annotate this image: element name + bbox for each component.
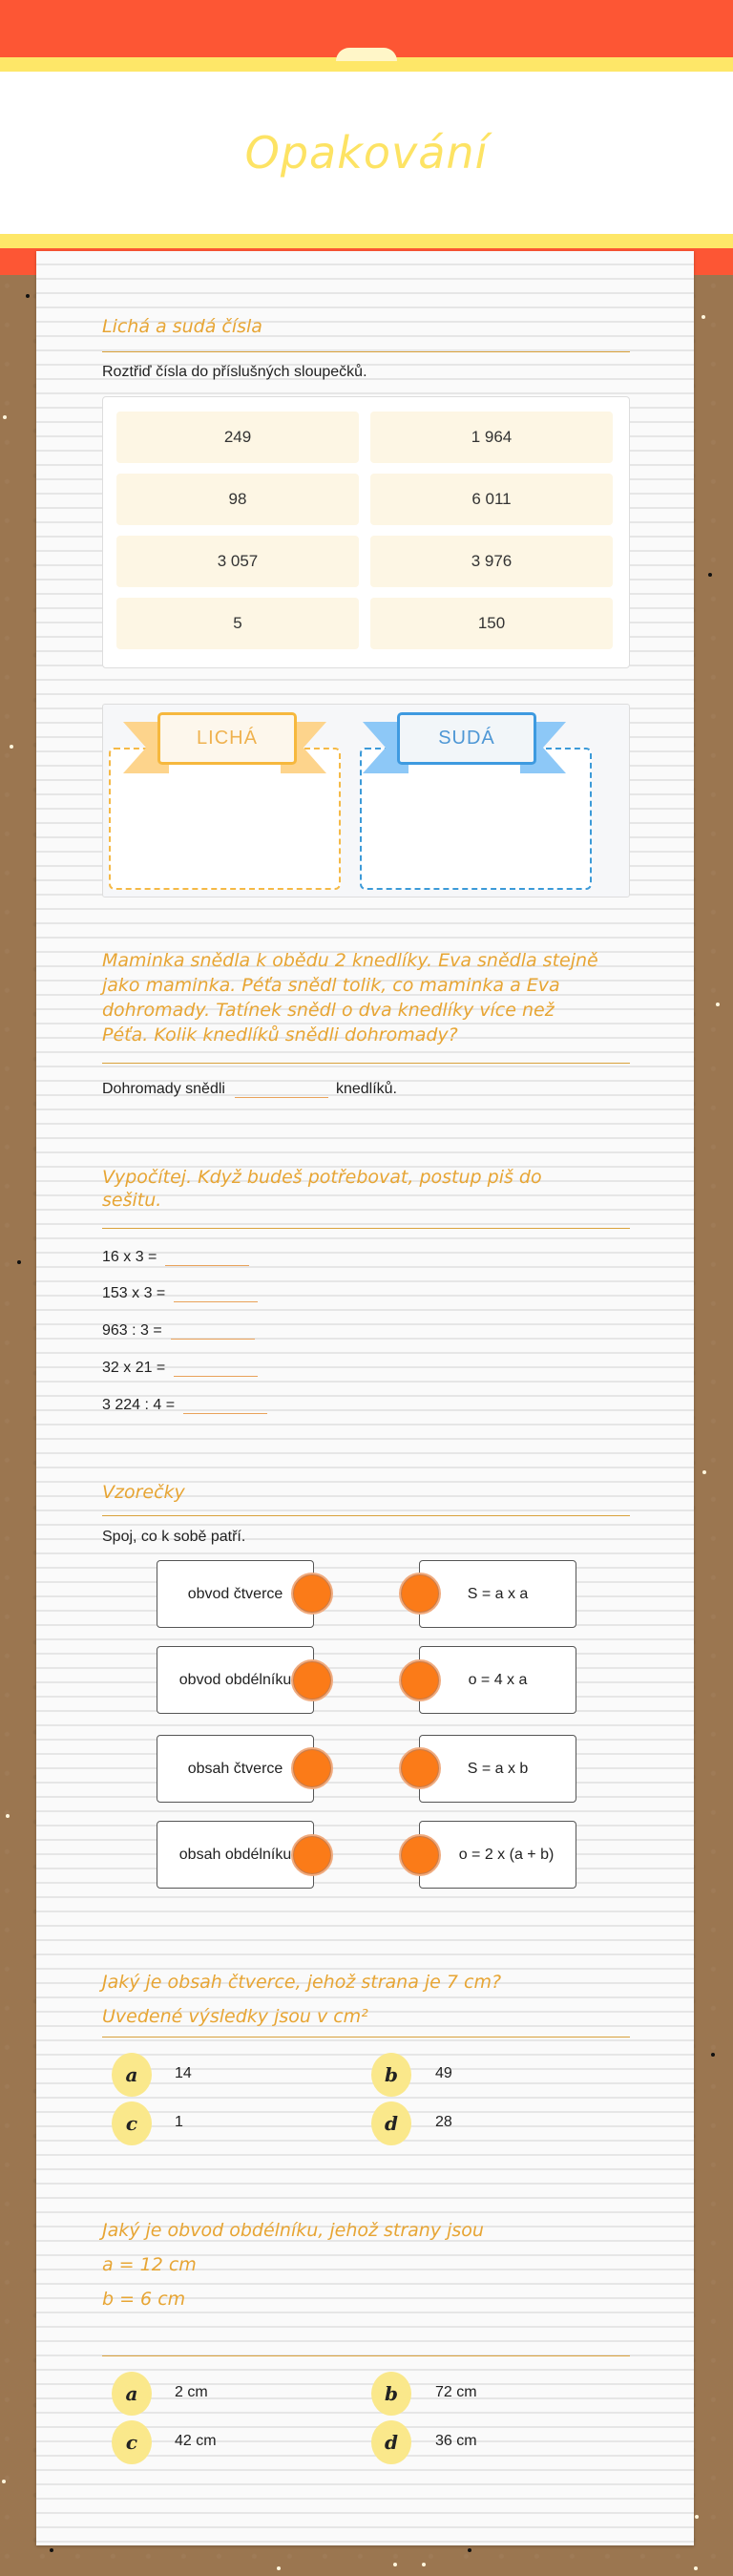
section-divider (102, 2037, 630, 2038)
problem-line: Maminka snědla k obědu 2 knedlíky. Eva snědla stejně (102, 950, 598, 971)
cork-dot (468, 2548, 471, 2552)
calc-answer-input[interactable] (174, 1277, 258, 1302)
formulas-instruction: Spoj, co k sobě patří. (102, 1529, 246, 1545)
draggable-number[interactable]: 150 (370, 598, 613, 649)
odd-bin-label: LICHÁ (157, 712, 297, 765)
sorting-bins (102, 704, 630, 897)
match-left-card[interactable]: obvod čtverce (157, 1560, 314, 1628)
answer-input[interactable] (235, 1073, 328, 1098)
draggable-number[interactable]: 98 (116, 474, 359, 525)
right-connector-dot[interactable] (399, 1834, 441, 1876)
left-connector-dot[interactable] (291, 1573, 333, 1615)
problem-line: Péťa. Kolik knedlíků snědli dohromady? (102, 1024, 458, 1045)
cork-dot (711, 2053, 715, 2057)
draggable-number[interactable]: 249 (116, 412, 359, 463)
option-text[interactable]: 36 cm (435, 2433, 477, 2449)
draggable-number[interactable]: 6 011 (370, 474, 613, 525)
calc-answer-input[interactable] (165, 1241, 249, 1266)
quiz1-header (102, 1965, 630, 2034)
problem-line: dohromady. Tatínek snědl o dva knedlíky více než (102, 1000, 555, 1021)
option-text[interactable]: 1 (175, 2114, 183, 2130)
cork-dot (702, 1470, 706, 1474)
cork-dot (694, 2566, 698, 2570)
page-title: Opakování (244, 127, 489, 179)
formulas-header (102, 1480, 630, 1505)
sort-section-header (102, 314, 630, 339)
cork-dot (695, 2515, 699, 2519)
option-badge-b[interactable]: b (371, 2372, 411, 2416)
option-badge-b[interactable]: b (371, 2053, 411, 2097)
section-divider (102, 1063, 630, 1064)
quiz-question-line: Jaký je obsah čtverce, jehož strana je 7 cm? (102, 1972, 502, 1993)
answer-prefix: Dohromady snědli (102, 1081, 225, 1097)
calc-row (102, 1389, 267, 1414)
cork-dot (2, 2480, 6, 2483)
section-divider (102, 1228, 630, 1229)
option-badge-a[interactable]: a (112, 2372, 152, 2416)
calc-expression: 153 x 3 = (102, 1285, 166, 1301)
header-tab-bump (336, 48, 397, 61)
left-connector-dot[interactable] (291, 1747, 333, 1789)
calc-row (102, 1315, 255, 1340)
right-connector-dot[interactable] (399, 1573, 441, 1615)
section-divider (102, 2355, 630, 2356)
problem-line: jako maminka. Péťa snědl tolik, co maminka a Eva (102, 975, 560, 996)
answer-suffix: knedlíků. (335, 1081, 397, 1097)
draggable-number[interactable]: 5 (116, 598, 359, 649)
quiz2-header (102, 2213, 630, 2316)
sort-instruction: Roztřiď čísla do příslušných sloupečků. (102, 364, 367, 380)
option-badge-d[interactable]: d (371, 2420, 411, 2464)
option-badge-d[interactable]: d (371, 2101, 411, 2145)
option-badge-c[interactable]: c (112, 2420, 152, 2464)
quiz-question-line: Uvedené výsledky jsou v cm² (102, 2006, 368, 2027)
option-text[interactable]: 28 (435, 2114, 452, 2130)
calc-answer-input[interactable] (174, 1352, 258, 1377)
option-badge-a[interactable]: a (112, 2053, 152, 2097)
cork-dot (277, 2566, 281, 2570)
calc-row (102, 1352, 258, 1377)
left-connector-dot[interactable] (291, 1659, 333, 1701)
cork-dot (422, 2563, 426, 2566)
option-text[interactable]: 72 cm (435, 2384, 477, 2400)
right-connector-dot[interactable] (399, 1659, 441, 1701)
cork-dot (716, 1003, 720, 1006)
calc-heading-line: Vypočítej. Když budeš potřebovat, postup piš do (102, 1167, 542, 1188)
section-heading: Lichá a sudá čísla (102, 316, 262, 337)
cork-dot (3, 415, 7, 419)
calc-answer-input[interactable] (183, 1389, 267, 1414)
quiz-question-line: b = 6 cm (102, 2289, 186, 2310)
cork-dot (6, 1814, 10, 1818)
answer-sentence (102, 1073, 630, 1098)
section-heading: Vzorečky (102, 1482, 185, 1503)
quiz-question-line: a = 12 cm (102, 2254, 197, 2275)
option-text[interactable]: 2 cm (175, 2384, 208, 2400)
calc-expression: 3 224 : 4 = (102, 1397, 176, 1413)
even-bin-label: SUDÁ (397, 712, 536, 765)
number-pool (102, 396, 630, 668)
option-text[interactable]: 14 (175, 2065, 192, 2081)
draggable-number[interactable]: 3 057 (116, 536, 359, 587)
cork-dot (50, 2548, 53, 2552)
match-right-card[interactable]: o = 4 x a (419, 1646, 576, 1714)
option-text[interactable]: 42 cm (175, 2433, 217, 2449)
option-text[interactable]: 49 (435, 2065, 452, 2081)
word-problem-header (102, 948, 630, 1047)
match-right-card[interactable]: S = a x a (419, 1560, 576, 1628)
draggable-number[interactable]: 1 964 (370, 412, 613, 463)
cork-dot (26, 294, 30, 298)
cork-dot (10, 745, 13, 749)
calc-answer-input[interactable] (171, 1315, 255, 1340)
option-badge-c[interactable]: c (112, 2101, 152, 2145)
calc-header (102, 1165, 630, 1213)
right-connector-dot[interactable] (399, 1747, 441, 1789)
section-divider (102, 351, 630, 352)
cork-dot (393, 2563, 397, 2566)
section-divider (102, 1515, 630, 1516)
match-right-card[interactable]: S = a x b (419, 1735, 576, 1803)
left-connector-dot[interactable] (291, 1834, 333, 1876)
calc-expression: 32 x 21 = (102, 1360, 166, 1376)
calc-row (102, 1241, 249, 1266)
match-left-card[interactable]: obvod obdélníku (157, 1646, 314, 1714)
calc-expression: 16 x 3 = (102, 1249, 157, 1265)
cork-dot (702, 315, 705, 319)
match-right-card[interactable]: o = 2 x (a + b) (419, 1821, 576, 1889)
calc-heading-line: sešitu. (102, 1190, 162, 1211)
cork-dot (708, 573, 712, 577)
calc-row (102, 1277, 258, 1302)
quiz-question-line: Jaký je obvod obdélníku, jehož strany jsou (102, 2220, 484, 2241)
match-left-card[interactable]: obsah obdélníku (157, 1821, 314, 1889)
calc-expression: 963 : 3 = (102, 1322, 162, 1339)
match-left-card[interactable]: obsah čtverce (157, 1735, 314, 1803)
draggable-number[interactable]: 3 976 (370, 536, 613, 587)
cork-dot (17, 1260, 21, 1264)
